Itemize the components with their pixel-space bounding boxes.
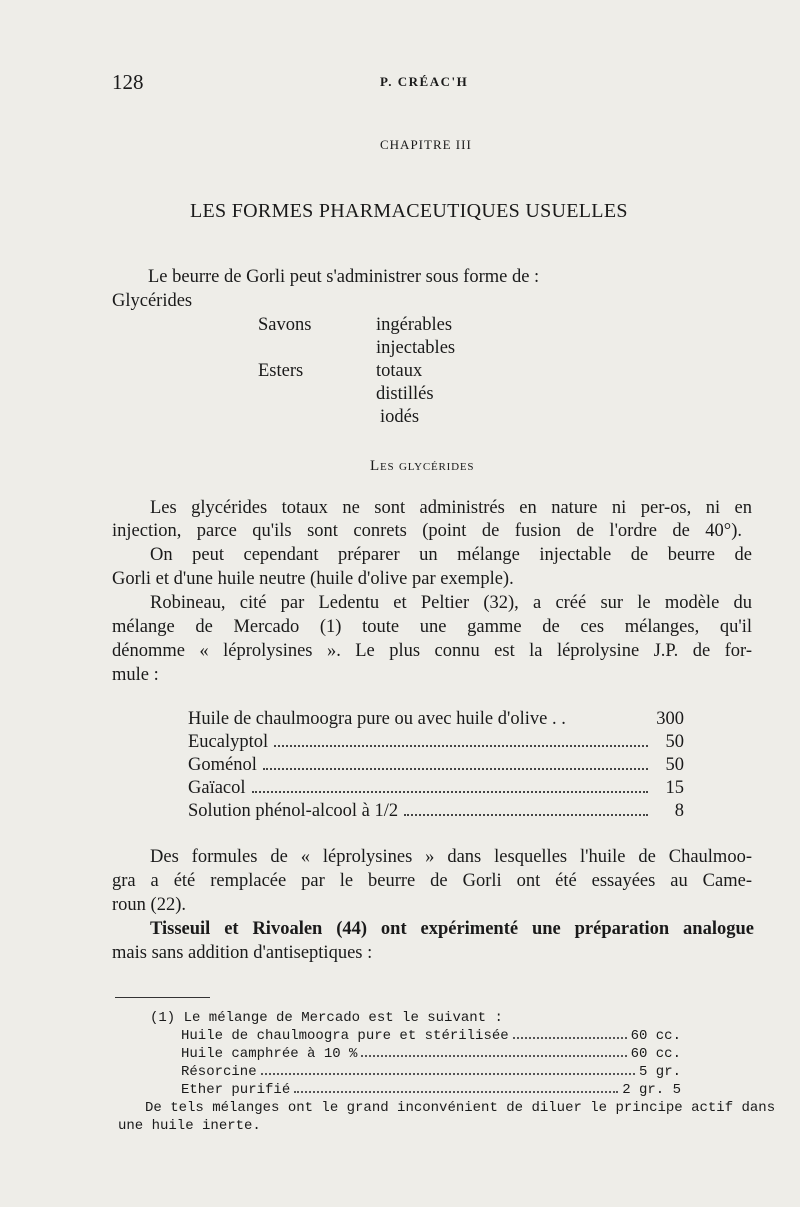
dot-leader	[361, 1054, 626, 1057]
chapter-label: CHAPITRE III	[380, 137, 472, 152]
footnote-ingredient: Ether purifié	[181, 1082, 291, 1098]
dot-leader	[404, 813, 648, 816]
page-number: 128	[112, 70, 144, 94]
esters-item: distillés	[376, 384, 434, 404]
ingredient-quantity: 8	[674, 801, 684, 821]
chapter-title: LES FORMES PHARMACEUTIQUES USUELLES	[190, 200, 628, 222]
ingredient-name: Huile de chaulmoogra pure ou avec huile d'olive . .	[188, 709, 566, 729]
paragraph-line: Robineau, cité par Ledentu et Peltier (32), a créé sur le modèle du	[150, 593, 752, 613]
ingredient-quantity: 15	[665, 778, 684, 798]
formula-row	[188, 709, 684, 730]
footnote-rule	[115, 997, 210, 998]
ingredient-name: Goménol	[188, 755, 257, 775]
paragraph-line: gra a été remplacée par le beurre de Gorli ont été essayées au Came-	[112, 871, 752, 891]
dot-leader	[274, 744, 648, 747]
paragraph-line: mélange de Mercado (1) toute une gamme de ces mélanges, qu'il	[112, 617, 752, 637]
footnote-row	[181, 1028, 681, 1044]
dot-leader	[294, 1090, 618, 1093]
dot-leader	[513, 1036, 627, 1039]
ingredient-quantity: 50	[665, 755, 684, 775]
ingredient-quantity: 50	[665, 732, 684, 752]
footnote-quantity: 5 gr.	[638, 1064, 681, 1080]
paragraph-line: roun (22).	[112, 895, 186, 915]
formula-row	[188, 732, 684, 753]
paragraph-line: Les glycérides totaux ne sont administrés en nature ni per-os, ni en	[150, 498, 752, 518]
footnote-row	[181, 1082, 681, 1098]
dot-leader	[252, 790, 648, 793]
paragraph-line: mais sans addition d'antiseptiques :	[112, 943, 373, 963]
paragraph-line: On peut cependant préparer un mélange injectable de beurre de	[150, 545, 752, 565]
formula-row	[188, 801, 684, 822]
footnote-closing: De tels mélanges ont le grand inconvénient de diluer le principe actif dans	[145, 1100, 776, 1116]
footnote-quantity: 60 cc.	[630, 1028, 681, 1044]
footnote-row	[181, 1064, 681, 1080]
footnote-closing: une huile inerte.	[118, 1118, 261, 1134]
footnote-intro: (1) Le mélange de Mercado est le suivant :	[150, 1010, 503, 1026]
ingredient-name: Gaïacol	[188, 778, 246, 798]
ingredient-name: Solution phénol-alcool à 1/2	[188, 801, 399, 821]
form-savons: Savons	[258, 315, 312, 335]
formula-row	[188, 755, 684, 776]
savons-item: injectables	[376, 338, 456, 358]
paragraph-line: mule :	[112, 665, 159, 685]
paragraph-line: Gorli et d'une huile neutre (huile d'olive par exemple).	[112, 569, 514, 589]
paragraph-line: Tisseuil et Rivoalen (44) ont expérimenté une préparation analogue	[150, 919, 754, 939]
paragraph-line: Des formules de « léprolysines » dans lesquelles l'huile de Chaulmoo-	[150, 847, 752, 867]
dot-leader	[261, 1072, 635, 1075]
form-glycerides: Glycérides	[112, 291, 193, 311]
ingredient-quantity: 300	[656, 709, 684, 729]
footnote-row	[181, 1046, 681, 1062]
paragraph-line: dénomme « léprolysines ». Le plus connu est la léprolysine J.P. de for-	[112, 641, 752, 661]
ingredient-name: Eucalyptol	[188, 732, 269, 752]
paragraph-line: injection, parce qu'ils sont conrets (point de fusion de l'ordre de 40°).	[112, 521, 742, 541]
dot-leader	[263, 767, 648, 770]
form-esters: Esters	[258, 361, 304, 381]
esters-item: iodés	[380, 407, 420, 427]
esters-item: totaux	[376, 361, 423, 381]
footnote-ingredient: Résorcine	[181, 1064, 257, 1080]
footnote-ingredient: Huile camphrée à 10 %	[181, 1046, 358, 1062]
footnote-quantity: 60 cc.	[630, 1046, 681, 1062]
section-heading: Les glycérides	[370, 458, 475, 474]
formula-row	[188, 778, 684, 799]
footnote-ingredient: Huile de chaulmoogra pure et stérilisée	[181, 1028, 509, 1044]
running-head: P. CRÉAC'H	[380, 74, 469, 89]
footnote-quantity: 2 gr. 5	[622, 1082, 681, 1098]
intro-line: Le beurre de Gorli peut s'administrer sous forme de :	[148, 267, 540, 287]
savons-item: ingérables	[376, 315, 453, 335]
